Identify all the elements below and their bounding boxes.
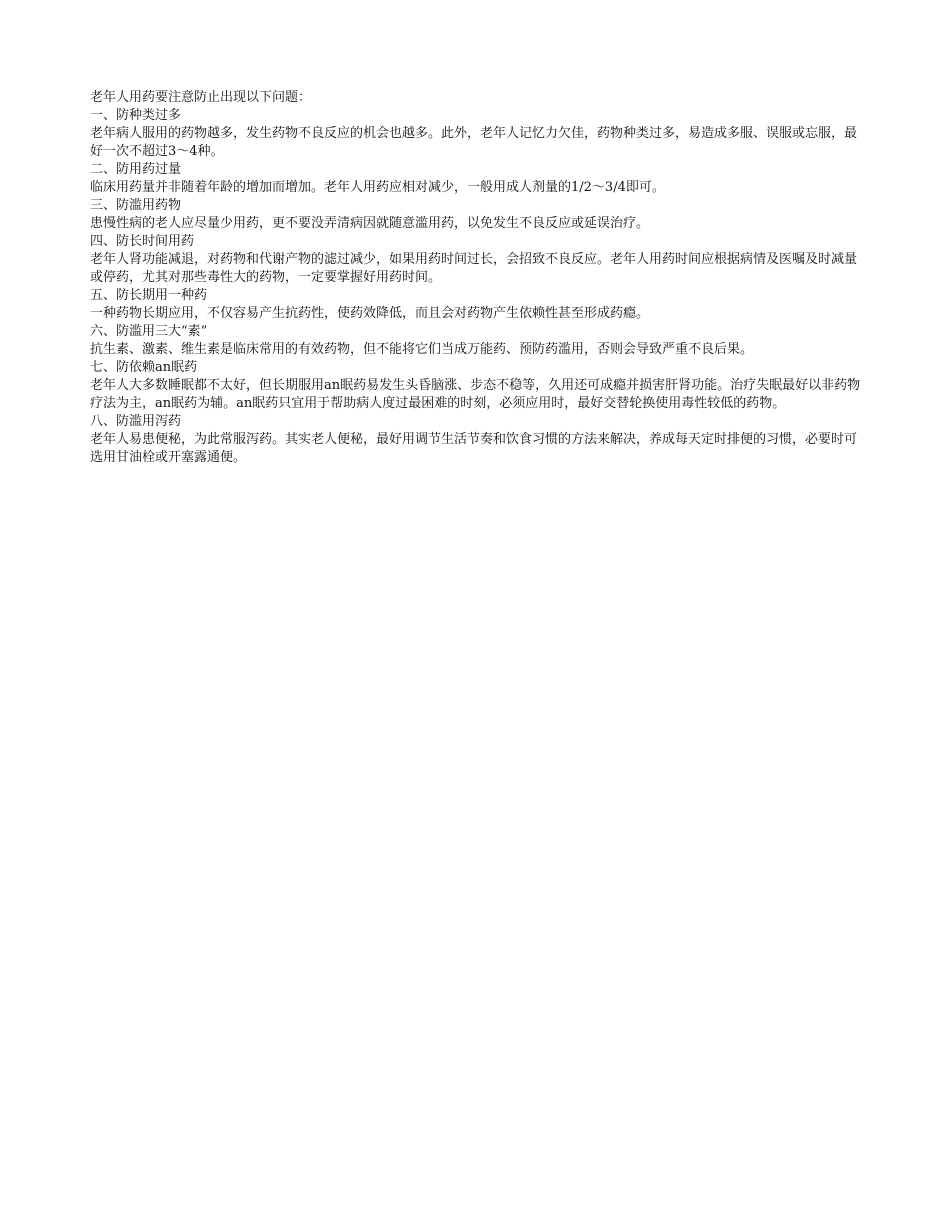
section-heading: 三、防滥用药物: [90, 198, 182, 213]
section-body: 一种药物长期应用，不仅容易产生抗药性，使药效降低，而且会对药物产生依赖性甚至形成药瘾。: [90, 306, 650, 321]
section-body: 老年病人服用的药物越多，发生药物不良反应的机会也越多。此外，老年人记忆力欠佳，药物种类过多，易造成多服、误服或忘服，最好一次不超过3～4种。: [90, 126, 858, 159]
intro-text: 老年人用药要注意防止出现以下问题：: [90, 90, 312, 105]
section-heading: 六、防滥用三大“素”: [90, 324, 208, 339]
section-body: 患慢性病的老人应尽量少用药，更不要没弄清病因就随意滥用药，以免发生不良反应或延误治疗。: [90, 216, 650, 231]
section-body: 临床用药量并非随着年龄的增加而增加。老年人用药应相对减少，一般用成人剂量的1/2～3/4即可。: [90, 180, 665, 195]
section-heading: 八、防滥用泻药: [90, 414, 182, 429]
section-heading: 四、防长时间用药: [90, 234, 195, 249]
section-heading: 七、防依赖an眠药: [90, 360, 198, 375]
section-body: 抗生素、激素、维生素是临床常用的有效药物，但不能将它们当成万能药、预防药滥用，否则会导致严重不良后果。: [90, 342, 754, 357]
section-heading: 五、防长期用一种药: [90, 288, 208, 303]
section-body: 老年人大多数睡眠都不太好，但长期服用an眠药易发生头昏脑涨、步态不稳等，久用还可成瘾并损害肝肾功能。治疗失眠最好以非药物疗法为主，an眠药为辅。an眠药只宜用于帮助病人度过最困难的时刻，必须应用时，最好交替轮换使用毒性较低的药物。: [90, 378, 861, 411]
section-heading: 二、防用药过量: [90, 162, 182, 177]
section-body: 老年人肾功能减退，对药物和代谢产物的滤过减少，如果用药时间过长，会招致不良反应。老年人用药时间应根据病情及医嘱及时减量或停药，尤其对那些毒性大的药物，一定要掌握好用药时间。: [90, 252, 858, 285]
section-heading: 一、防种类过多: [90, 108, 182, 123]
document-body: [90, 89, 865, 467]
section-body: 老年人易患便秘，为此常服泻药。其实老人便秘，最好用调节生活节奏和饮食习惯的方法来解决，养成每天定时排便的习惯，必要时可选用甘油栓或开塞露通便。: [90, 432, 858, 465]
